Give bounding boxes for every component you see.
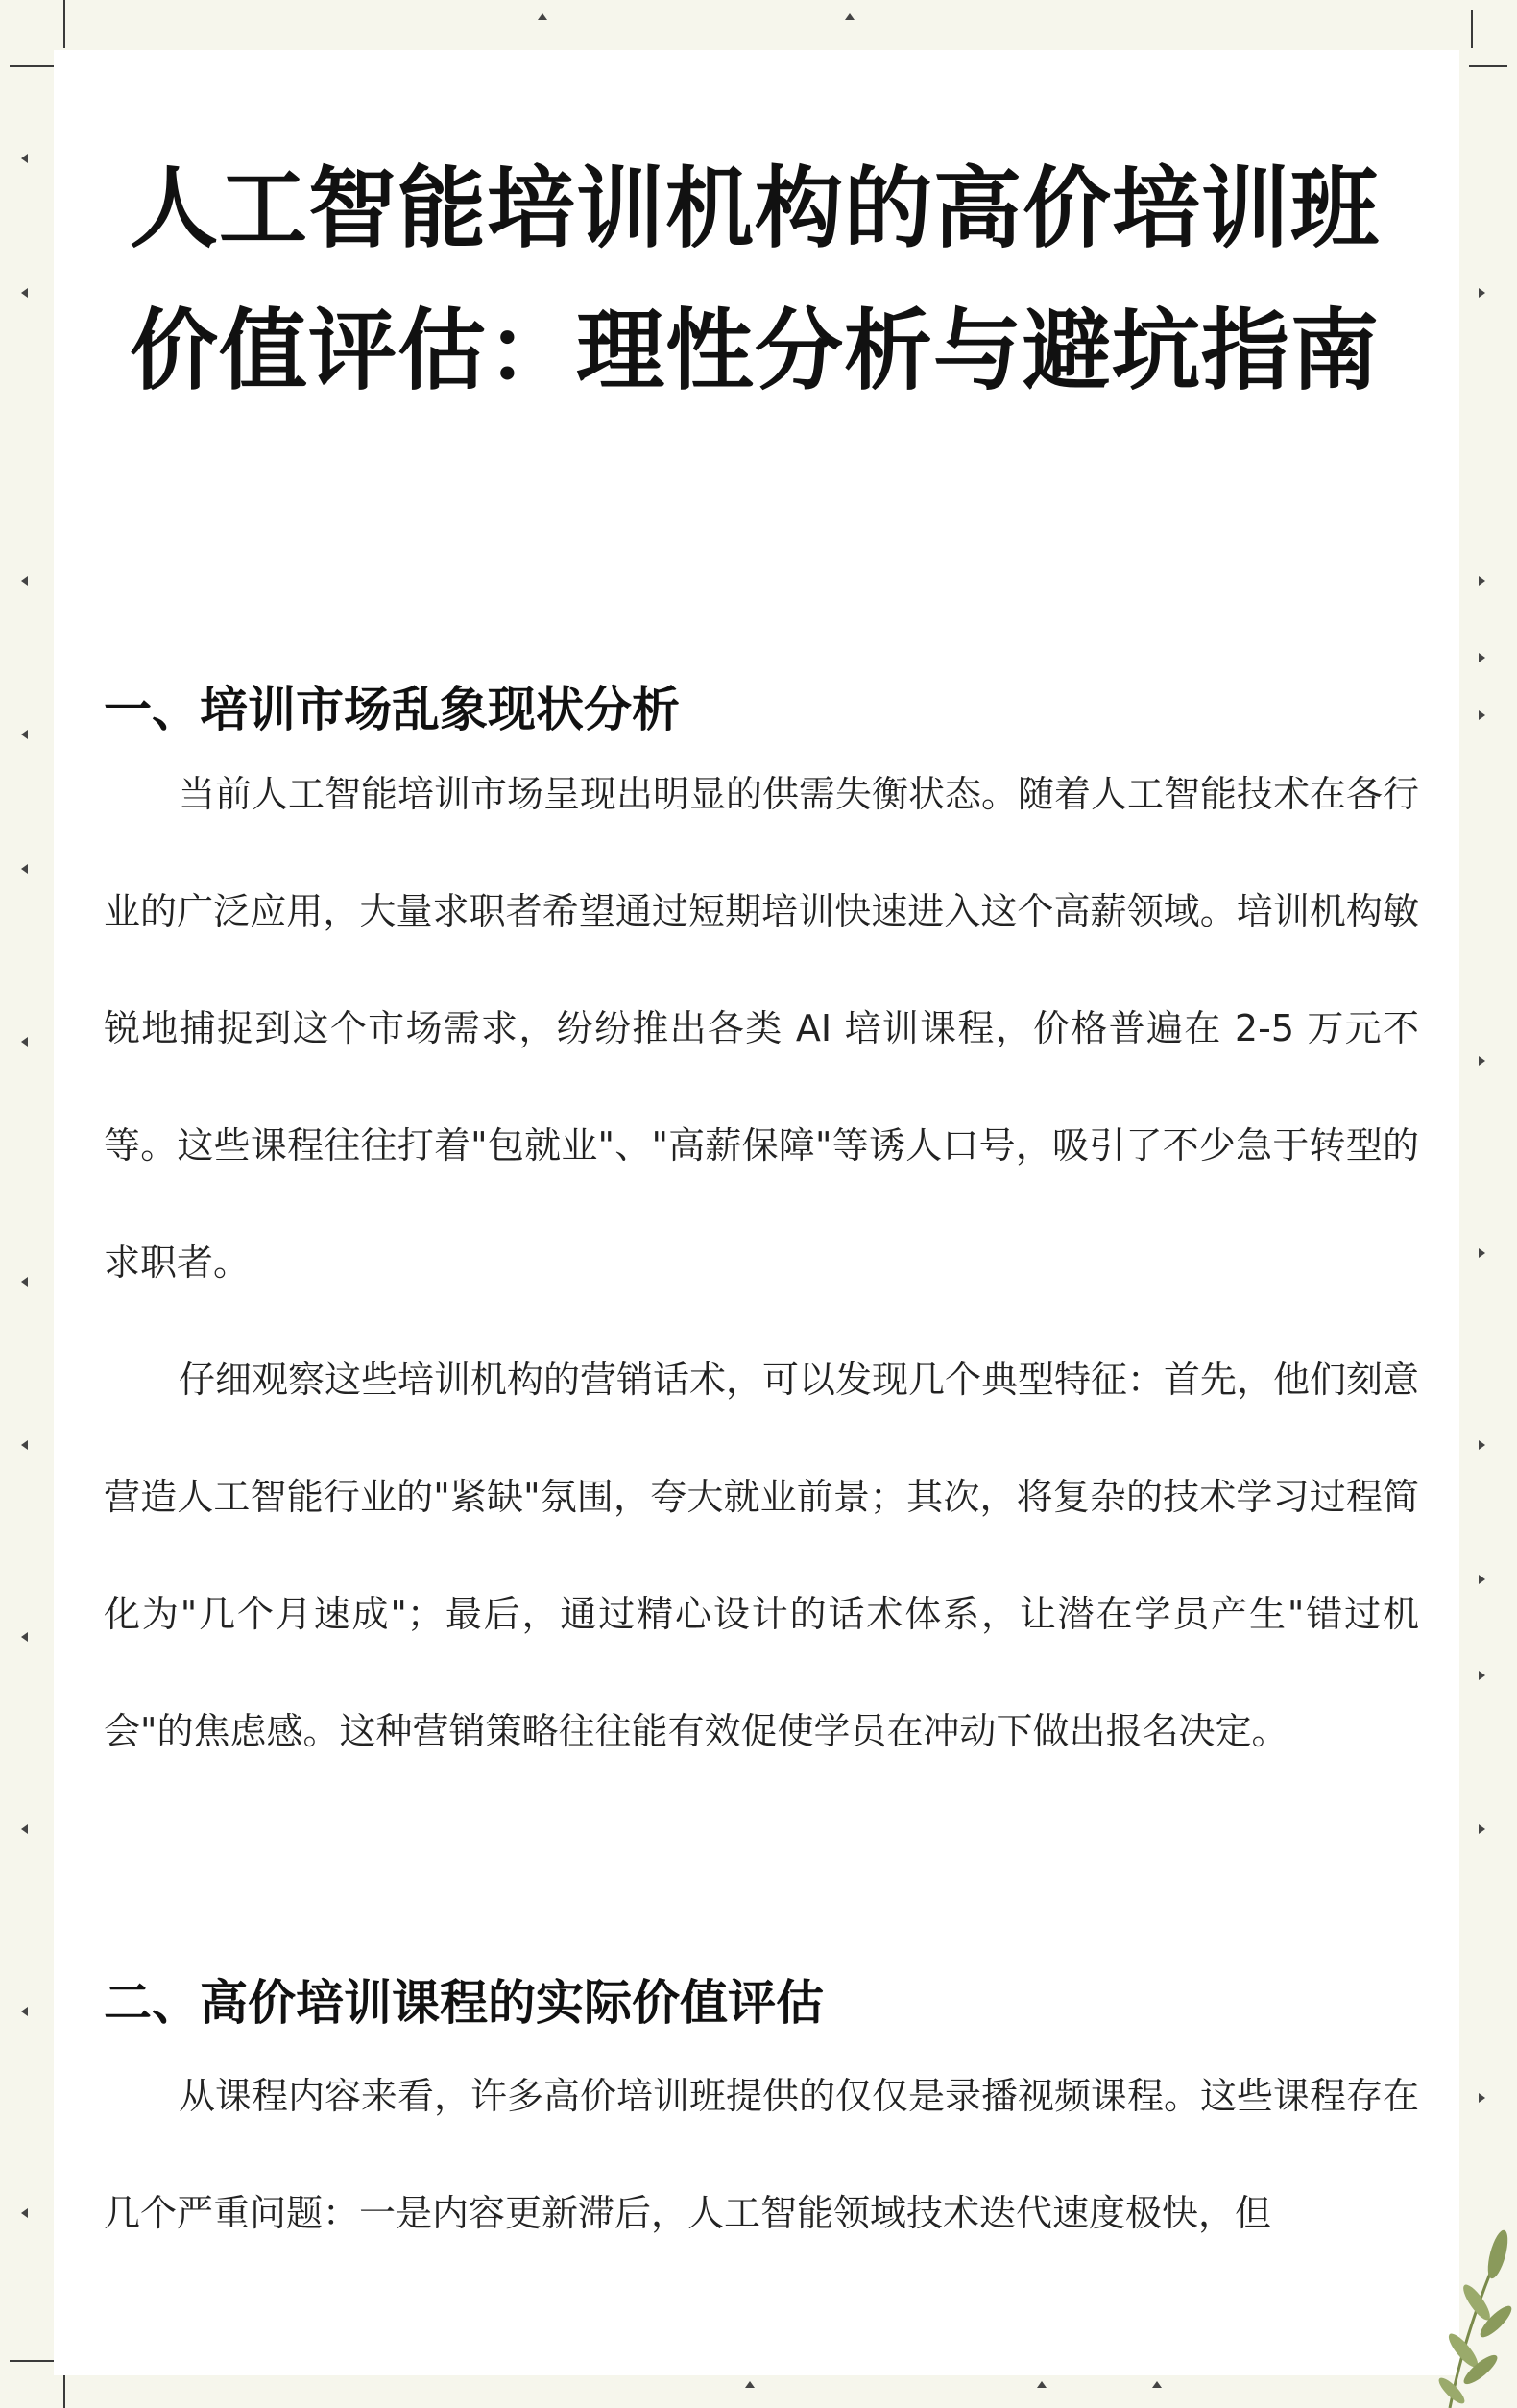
frame-line-top-vertical (63, 0, 65, 48)
triangle-tick-icon (1479, 1248, 1485, 1258)
triangle-tick-icon (1479, 1575, 1485, 1584)
triangle-tick-icon (21, 2208, 28, 2218)
triangle-tick-icon (1037, 2381, 1047, 2388)
frame-line-top-left (10, 65, 58, 67)
triangle-tick-icon (1479, 2093, 1485, 2103)
triangle-tick-icon (21, 730, 28, 739)
frame-line-top-right (1469, 65, 1507, 67)
section-heading: 二、高价培训课程的实际价值评估 (104, 1975, 824, 2031)
frame-line-bottom-left (10, 2360, 58, 2362)
document-sheet (54, 50, 1459, 2375)
triangle-tick-icon (1479, 576, 1485, 586)
section-heading: 一、培训市场乱象现状分析 (104, 682, 680, 737)
triangle-tick-icon (21, 288, 28, 298)
triangle-tick-icon (21, 1440, 28, 1450)
triangle-tick-icon (21, 1037, 28, 1047)
olive-branch-icon (1383, 2216, 1517, 2408)
triangle-tick-icon (1152, 2381, 1162, 2388)
section-paragraph: 仔细观察这些培训机构的营销话术，可以发现几个典型特征：首先，他们刻意营造人工智能行业的"紧缺"氛围，夸大就业前景；其次，将复杂的技术学习过程简化为"几个月速成"；最后，通过精心设计的话术体系，让潜在学员产生"错过机会"的焦虑感。这种营销策略往往能有效促使学员在冲动下做出报名决定。 (104, 1359, 1420, 1752)
article-title: 人工智能培训机构的高价培训班价值评估：理性分析与避坑指南 (129, 157, 1380, 402)
triangle-tick-icon (21, 1632, 28, 1642)
triangle-tick-icon (1479, 710, 1485, 720)
triangle-tick-icon (21, 1824, 28, 1834)
triangle-tick-icon (1479, 653, 1485, 662)
triangle-tick-icon (1479, 1824, 1485, 1834)
triangle-tick-icon (538, 13, 547, 20)
triangle-tick-icon (745, 2381, 755, 2388)
triangle-tick-icon (1479, 288, 1485, 298)
section-paragraph: 从课程内容来看，许多高价培训班提供的仅仅是录播视频课程。这些课程存在几个严重问题：一是内容更新滞后，人工智能领域技术迭代速度极快，但 (104, 2075, 1420, 2234)
triangle-tick-icon (1479, 1440, 1485, 1450)
triangle-tick-icon (21, 576, 28, 586)
triangle-tick-icon (21, 2007, 28, 2016)
frame-line-right (1471, 10, 1473, 48)
triangle-tick-icon (21, 154, 28, 163)
triangle-tick-icon (1479, 1671, 1485, 1680)
triangle-tick-icon (845, 13, 855, 20)
triangle-tick-icon (21, 1277, 28, 1287)
triangle-tick-icon (1479, 1056, 1485, 1066)
triangle-tick-icon (21, 864, 28, 874)
section-paragraph: 当前人工智能培训市场呈现出明显的供需失衡状态。随着人工智能技术在各行业的广泛应用，大量求职者希望通过短期培训快速进入这个高薪领域。培训机构敏锐地捕捉到这个市场需求，纷纷推出各类 AI 培训课程，价格普遍在 2-5 万元不等。这些课程往往打着"包就业"、"高薪保障"等诱人口号，吸引了不少急于转型的求职者。 (104, 773, 1420, 1284)
